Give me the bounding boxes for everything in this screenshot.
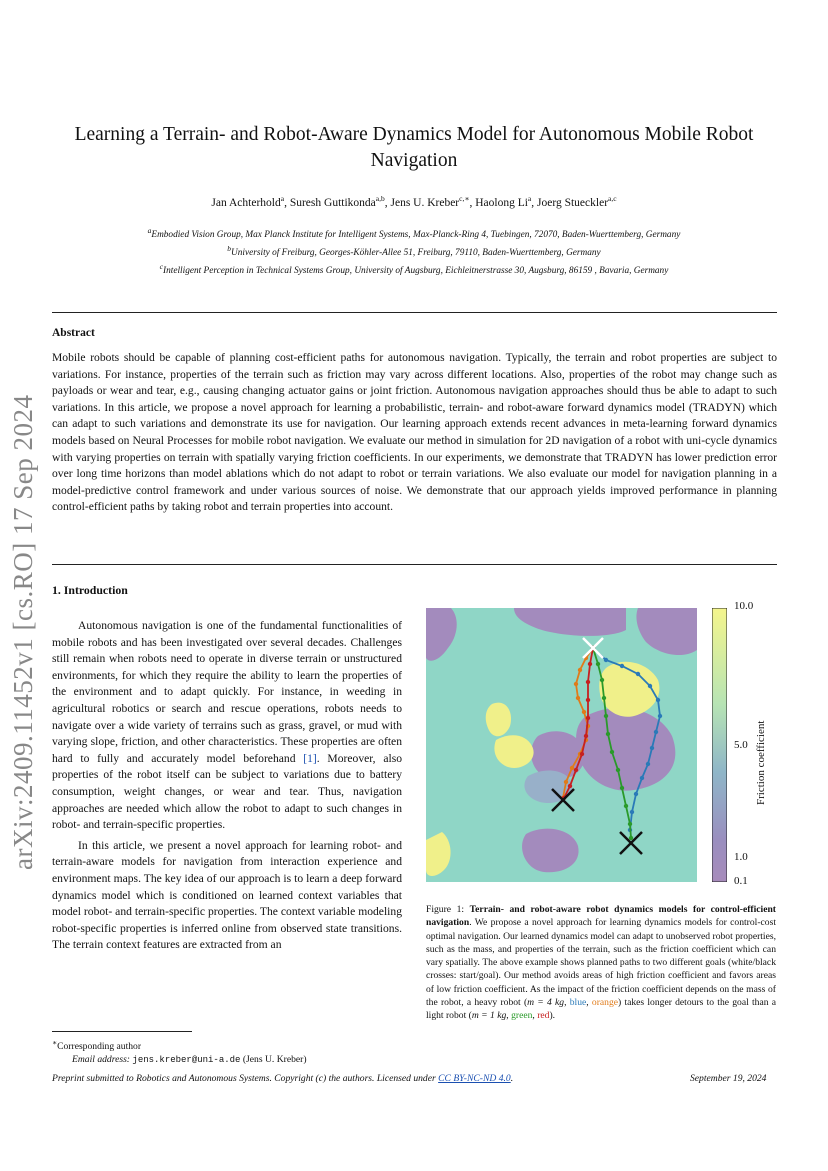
heavy-robot-path-blue-point [620,664,624,668]
heavy-robot-path-blue-point [604,658,608,662]
heavy-robot-path-orange-point [582,710,586,714]
light-robot-path-green-point [629,836,633,840]
heavy-robot-path-orange-point [578,668,582,672]
light-robot-path-green-point [610,750,614,754]
footer-notice: Preprint submitted to Robotics and Autonomous Systems. Copyright (c) the authors. Licensed under CC BY-NC-ND 4.0. [52,1073,514,1084]
author: Suresh Guttikonda [289,196,376,209]
light-robot-path-green-point [616,768,620,772]
heavy-robot-path-orange-point [574,682,578,686]
author-affil-marker: a [527,194,532,203]
light-robot-path-green-point [606,732,610,736]
author: Haolong Li [475,196,528,209]
heavy-robot-path-blue-point [656,698,660,702]
introduction-text [52,618,402,954]
paragraph: In this article, we present a novel approach for learning robot- and terrain-aware models for navigation from interaction experience and environment maps. The key idea of our approach is to learn a deep forward dynamics model which is conditioned on learned context variables that model robot- and terrain-specific properties. The context variable modeling robot-specific properties is inferred online from observed state transitions. The terrain context features are extracted from an [52,838,402,952]
light-robot-path-red-point [588,662,592,666]
colorbar-tick-label: 1.0 [734,851,748,863]
heavy-robot-path-orange-point [564,780,568,784]
light-robot-path-red-point [580,752,584,756]
heavy-robot-path-blue-point [654,730,658,734]
divider [52,312,777,313]
light-robot-path-red-point [586,698,590,702]
email-link[interactable]: jens.kreber@uni-a.de [132,1055,241,1066]
affiliation-list [50,224,778,278]
heavy-robot-path-blue-point [646,762,650,766]
affiliation: $^a$Embodied Vision Group, Max Planck Institute for Intelligent Systems, Max-Planck-Ring 4, Tuebingen, 72070, Baden-Wuerttemberg, Germany [147,226,681,241]
heavy-robot-path-blue-point [636,672,640,676]
author-list: Jan Achterhold$^a$, Suresh Guttikonda$^{a,b}$, Jens U. Kreber$^{c,∗}$, Haolong Li$^a$, Joerg Stueckler$^{a,c}$ [211,194,617,209]
abstract-text: Mobile robots should be capable of planning cost-efficient paths for autonomous navigation. Typically, the terrain and robot properties are subject to variations. For instance, properties of the terrain such as friction may vary across different locations. Also, properties of the robot may change such as payloads or wear and tear, e.g., causing changing actuator gains or joint friction. Autonomous navigation approaches should thus be able to adapt to such variations. In this article, we propose a novel approach for learning a probabilistic, terrain- and robot-aware forward dynamics model (TRADYN) which can adapt to such variations and demonstrate its use for navigation. Our learning approach extends recent advances in meta-learning forward dynamics models based on Neural Processes for mobile robot navigation. We evaluate our method in simulation for 2D navigation of a robot with uni-cycle dynamics with varying properties on terrain with spatially varying friction coefficients. In our experiments, we demonstrate that TRADYN has lower prediction error over long time horizons than model ablations which do not adapt to robot or terrain variations. We also evaluate our model for navigation planning in a model-predictive control framework and under various sources of noise. We demonstrate that our approach yields improved performance in planning control-efficient paths by taking robot and terrain properties into account. [52,351,777,514]
heavy-robot-path-orange-point [576,696,580,700]
heavy-robot-path-blue-point [640,776,644,780]
arxiv-stamp: arXiv:2409.11452v1 [cs.RO] 17 Sep 2024 [8,394,38,870]
license-link[interactable]: CC BY-NC-ND 4.0 [438,1073,511,1084]
colorbar-tick-label: 5.0 [734,739,748,751]
heavy-robot-path-blue-point [658,714,662,718]
affiliation: $^c$Intelligent Perception in Technical Systems Group, University of Augsburg, Eichleitnerstrasse 30, Augsburg, 86159 , Bavaria, Germany [159,262,669,277]
figure-caption: Figure 1: Terrain- and robot-aware robot dynamics models for control-efficient navigation. We propose a novel approach for learning dynamics models for control-cost optimal navigation. Our learned dynamics model can adapt to unobserved robot properties, such as the mass, and properties of the terrain, such as the friction coefficient which can vary spatially. The above example shows planned paths to two different goals (white/black crosses: start/goal). Our method avoids areas of high friction coefficient and favors areas of low friction coefficient. As the impact of the friction coefficient depends on the mass of the robot, a heavy robot (m = 4 kg, blue, orange) takes longer detours to the goal than a light robot (m = 1 kg, green, red). [426,904,777,1022]
colorbar [712,608,727,882]
author-affil-marker: a,b [375,194,385,203]
author: Joerg Stueckler [537,196,609,209]
light-robot-path-red-point [574,768,578,772]
colorbar-gradient [712,608,727,882]
light-robot-path-green-point [624,804,628,808]
author-affil-marker: a,c [608,194,617,203]
heavy-robot-path-blue-point [630,810,634,814]
footer-date: September 19, 2024 [690,1073,767,1084]
paper-title: Learning a Terrain- and Robot-Aware Dynamics Model for Autonomous Mobile Robot Navigation [74,124,754,171]
light-robot-path-green-point [604,714,608,718]
affiliation: $^b$University of Freiburg, Georges-Köhler-Allee 51, Freiburg, 79110, Baden-Wuerttemberg, Germany [227,244,601,259]
colorbar-label: Friction coefficient [755,720,767,805]
light-robot-path-green-point [602,696,606,700]
footnote-divider [52,1031,192,1032]
abstract-heading: Abstract [52,327,95,339]
paragraph: Autonomous navigation is one of the fundamental functionalities of mobile robots and has been investigated over several decades. Challenges still remain when robots need to operate in diverse terrain or unstructured environments, for which they require the ability to learn the properties of the environment and to adapt quickly. For instance, in weeding in agricultural robotics or search and rescue operations, robots needs to navigate over a wide variety of terrains such as grass, gravel, or mud with varying slope, friction, and other characteristics. These properties are often hard to fully and accurately model beforehand [1]. Moreover, also properties of the robot itself can be subject to variations due to battery consumption, weight changes, or wear and tear. Thus, navigation approaches are needed which allow the robot to adapt to such changes in robot- and terrain-specific properties. [52,619,402,832]
citation-link[interactable]: [1] [303,751,317,765]
heavy-robot-path-blue-point [650,746,654,750]
author: Jan Achterhold [211,196,281,209]
author-affil-marker: c,∗ [459,194,470,203]
light-robot-path-green-point [596,662,600,666]
light-robot-path-red-point [586,716,590,720]
light-robot-path-green-point [600,678,604,682]
heavy-robot-path-orange-point [570,766,574,770]
colorbar-tick-label: 0.1 [734,875,748,887]
colorbar-tick-label: 10.0 [734,600,754,612]
footnote: ∗Corresponding author Email address: jens.kreber@uni-a.de (Jens U. Kreber) [52,1038,307,1066]
section-heading: 1. Introduction [52,583,128,597]
divider [52,564,777,565]
light-robot-path-red-point [568,784,572,788]
light-robot-path-red-point [586,680,590,684]
author: Jens U. Kreber [390,196,460,209]
author-affil-marker: a [280,194,285,203]
light-robot-path-green-point [620,786,624,790]
light-robot-path-green-point [628,822,632,826]
light-robot-path-red-point [584,734,588,738]
heavy-robot-path-blue-point [648,684,652,688]
heavy-robot-path-blue-point [634,792,638,796]
friction-map-figure [426,608,697,882]
